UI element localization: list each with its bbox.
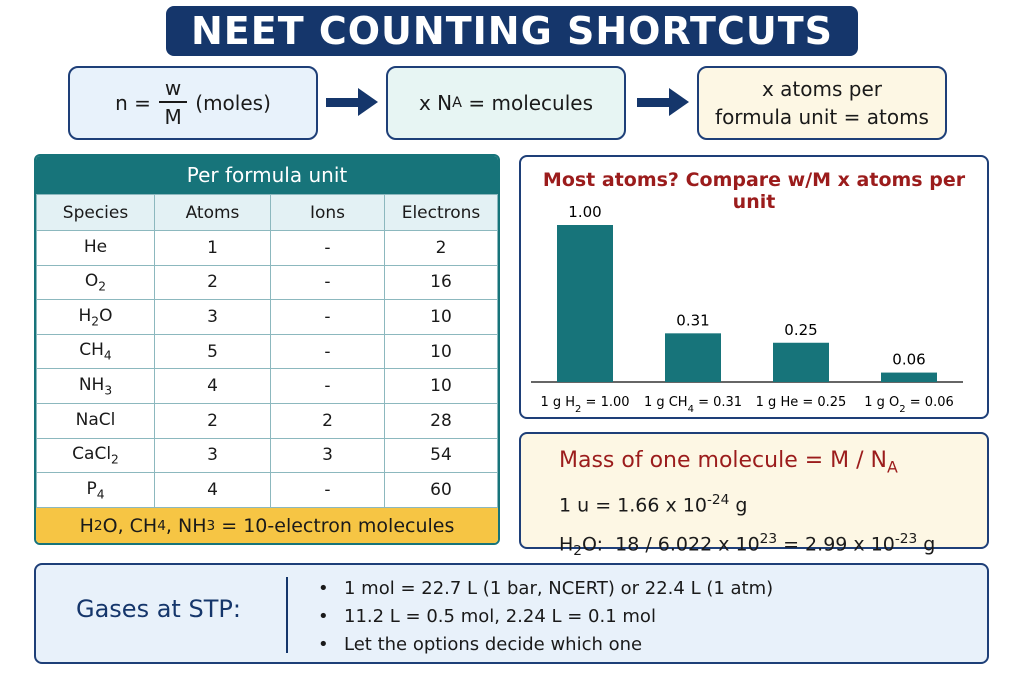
molecules-suffix: = molecules bbox=[468, 91, 594, 115]
species-cell: $O_2$ bbox=[37, 265, 155, 300]
species-cell: CaCl$_2$ bbox=[37, 438, 155, 473]
atoms-cell: 4 bbox=[155, 473, 271, 508]
ions-cell: 2 bbox=[271, 403, 385, 438]
species-cell: He bbox=[37, 231, 155, 266]
table-row bbox=[37, 403, 498, 438]
atoms-cell: 3 bbox=[155, 300, 271, 335]
moles-formula-box bbox=[68, 66, 318, 140]
formula-unit-table bbox=[34, 154, 500, 545]
note-text: = 10-electron molecules bbox=[215, 514, 455, 537]
category-label: 1 g $CH_4 = 0.31$ bbox=[643, 395, 743, 415]
moles-suffix: (moles) bbox=[195, 91, 271, 115]
category-label: 1 g $H_2 = 1.00$ bbox=[540, 395, 630, 415]
note-subscript: 2 bbox=[93, 517, 103, 534]
gas-facts-list bbox=[318, 575, 773, 659]
mass-title: Mass of one molecule = M / $N_A$ bbox=[559, 448, 898, 477]
table-row bbox=[37, 300, 498, 335]
ions-cell: - bbox=[271, 300, 385, 335]
note-subscript: 4 bbox=[157, 517, 166, 534]
column-header: Species bbox=[37, 195, 155, 231]
right-arrow-icon bbox=[326, 88, 378, 116]
fraction-denominator: M bbox=[164, 105, 182, 129]
electrons-cell: 28 bbox=[385, 403, 498, 438]
atoms-cell: 1 bbox=[155, 231, 271, 266]
fraction-numerator: w bbox=[159, 75, 187, 103]
atoms-cell: 4 bbox=[155, 369, 271, 404]
atoms-formula-box bbox=[697, 66, 947, 140]
table-row bbox=[37, 369, 498, 404]
atoms-cell: 2 bbox=[155, 265, 271, 300]
gases-at-stp-box bbox=[34, 563, 989, 664]
table-title: Per formula unit bbox=[36, 156, 498, 194]
note-subscript: 3 bbox=[206, 517, 216, 534]
species-cell: $NH_3$ bbox=[37, 369, 155, 404]
bar-chart-svg bbox=[521, 157, 987, 417]
electrons-cell: 10 bbox=[385, 300, 498, 335]
note-text: H bbox=[79, 514, 94, 537]
chart-bar bbox=[557, 225, 613, 382]
species-cell: $P_4$ bbox=[37, 473, 155, 508]
table-row bbox=[37, 438, 498, 473]
avogadro-subscript: A bbox=[452, 95, 462, 111]
species-cell: $H_2O$ bbox=[37, 300, 155, 335]
chart-bar bbox=[881, 373, 937, 382]
ions-cell: - bbox=[271, 473, 385, 508]
divider bbox=[286, 577, 288, 653]
moles-prefix: n = bbox=[115, 91, 151, 115]
bar-value-label: 0.06 bbox=[892, 350, 926, 369]
species-cell: NaCl bbox=[37, 403, 155, 438]
bar-value-label: 0.31 bbox=[676, 311, 710, 330]
molecules-formula-box bbox=[386, 66, 626, 140]
chart-bar bbox=[773, 343, 829, 382]
atoms-cell: 3 bbox=[155, 438, 271, 473]
atoms-line-2: formula unit = atoms bbox=[715, 105, 929, 129]
avogadro-prefix: x N bbox=[418, 91, 453, 115]
species-cell: $CH_4$ bbox=[37, 334, 155, 369]
list-item: • 1 mol = 22.7 L (1 bar, NCERT) or 22.4 L (1 atm) bbox=[318, 575, 773, 603]
atoms-cell: 2 bbox=[155, 403, 271, 438]
category-label: 1 g He = 0.25 bbox=[755, 395, 847, 410]
ions-cell: - bbox=[271, 369, 385, 404]
bar-value-label: 0.25 bbox=[784, 320, 818, 339]
w-over-m-fraction bbox=[159, 75, 187, 131]
electrons-cell: 10 bbox=[385, 334, 498, 369]
atoms-comparison-chart bbox=[519, 155, 989, 419]
electrons-cell: 10 bbox=[385, 369, 498, 404]
amu-line: 1 u = 1.66 x $10^{-24}$ g bbox=[559, 492, 748, 517]
category-label: 1 g $O_2 = 0.06$ bbox=[864, 395, 954, 415]
column-header: Ions bbox=[271, 195, 385, 231]
electrons-cell: 54 bbox=[385, 438, 498, 473]
table-row bbox=[37, 473, 498, 508]
column-header: Electrons bbox=[385, 195, 498, 231]
chart-bar bbox=[665, 333, 721, 382]
ions-cell: - bbox=[271, 334, 385, 369]
note-text: , NH bbox=[165, 514, 207, 537]
bar-value-label: 1.00 bbox=[568, 203, 602, 221]
electrons-cell: 2 bbox=[385, 231, 498, 266]
atoms-cell: 5 bbox=[155, 334, 271, 369]
list-item: • 11.2 L = 0.5 mol, 2.24 L = 0.1 mol bbox=[318, 603, 773, 631]
ions-cell: - bbox=[271, 265, 385, 300]
table-row bbox=[37, 231, 498, 266]
ions-cell: - bbox=[271, 231, 385, 266]
table-row bbox=[37, 334, 498, 369]
electrons-cell: 16 bbox=[385, 265, 498, 300]
chart-title: Most atoms? Compare w/M x atoms per unit bbox=[542, 169, 966, 213]
ions-cell: 3 bbox=[271, 438, 385, 473]
molecule-mass-box bbox=[519, 432, 989, 559]
water-mass-line: $H_2O$: 18 / 6.022 x $10^{23} = 2.99$ x $10^{-23}$ g bbox=[559, 530, 936, 559]
atoms-line-1: x atoms per bbox=[761, 77, 882, 101]
gases-label: Gases at STP: bbox=[76, 595, 241, 623]
note-text: O, CH bbox=[102, 514, 158, 537]
table-row bbox=[37, 265, 498, 300]
list-item: • Let the options decide which one bbox=[318, 631, 773, 659]
right-arrow-icon bbox=[637, 88, 689, 116]
ten-electron-note bbox=[36, 507, 498, 543]
column-header: Atoms bbox=[155, 195, 271, 231]
page-title: NEET COUNTING SHORTCUTS bbox=[166, 6, 858, 56]
electrons-cell: 60 bbox=[385, 473, 498, 508]
